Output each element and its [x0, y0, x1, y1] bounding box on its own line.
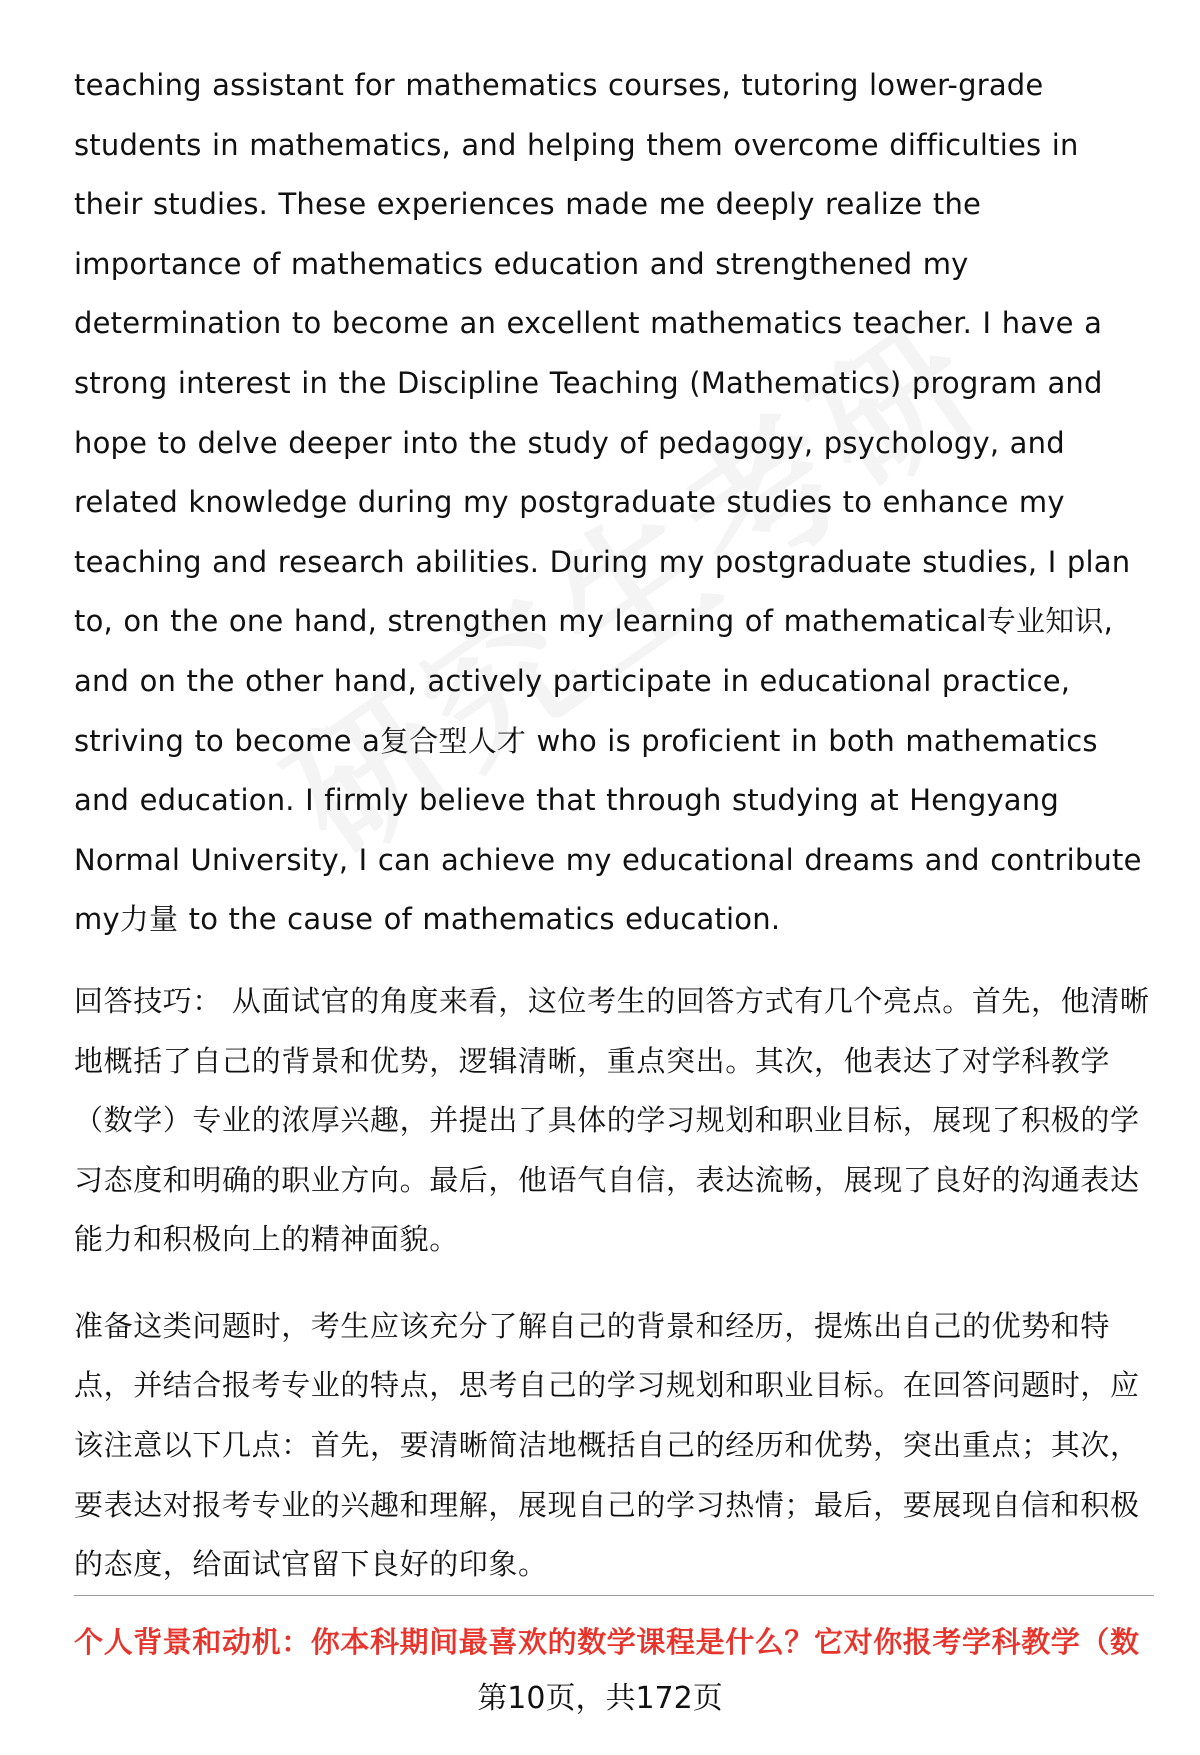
answer-paragraph: teaching assistant for mathematics courses, tutoring lower-grade students in mathematics, and helping them overcome difficulties in their studies. These experiences made me deeply realize the importance of mathematics education and strengthened my determination to become an excellent mathematics teacher. I have a strong interest in the Discipline Teaching (Mathematics) program and hope to delve deeper into the study of pedagogy, psychology, and related knowledge during my postgraduate studies to enhance my teaching and research abilities. During my postgraduate studies, I plan to, on the one hand, strengthen my learning of mathematical专业知识, and on the other hand, actively participate in educational practice, striving to become a复合型人才 who is proficient in both mathematics and education. I firmly believe that through studying at Hengyang Normal University, I can achieve my educational dreams and contribute my力量 to the cause of mathematics education. [74, 68, 1142, 937]
next-question-heading: 个人背景和动机：你本科期间最喜欢的数学课程是什么？它对你报考学科教学（数 [74, 1625, 1140, 1659]
answer-tips-paragraph: 回答技巧： 从面试官的角度来看，这位考生的回答方式有几个亮点。首先，他清晰地概括了自己的背景和优势，逻辑清晰，重点突出。其次，他表达了对学科教学（数学）专业的浓厚兴趣，并提出了具体的学习规划和职业目标，展现了积极的学习态度和明确的职业方向。最后，他语气自信，表达流畅，展现了良好的沟通表达能力和积极向上的精神面貌。 [74, 983, 1150, 1257]
section-divider [74, 1595, 1154, 1596]
preparation-advice-paragraph: 准备这类问题时，考生应该充分了解自己的背景和经历，提炼出自己的优势和特点，并结合报考专业的特点，思考自己的学习规划和职业目标。在回答问题时，应该注意以下几点：首先，要清晰简洁地概括自己的经历和优势，突出重点；其次，要表达对报考专业的兴趣和理解，展现自己的学习热情；最后，要展现自信和积极的态度，给面试官留下良好的印象。 [74, 1308, 1140, 1582]
document-body [74, 56, 1154, 1595]
page-number: 第10页，共172页 [477, 1681, 723, 1716]
